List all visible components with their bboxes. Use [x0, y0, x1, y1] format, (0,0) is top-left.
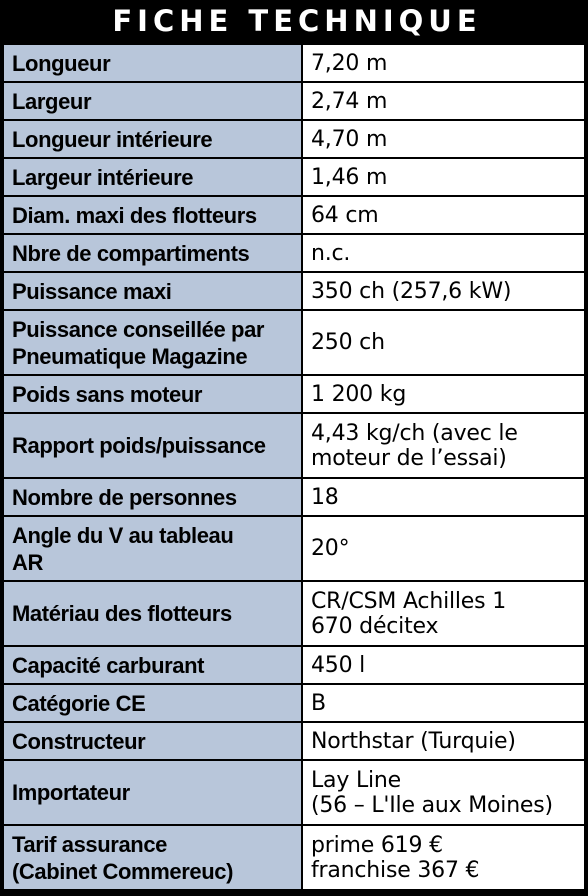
table-row	[3, 234, 585, 272]
row-label: Importateur	[3, 760, 302, 825]
table-row	[3, 581, 585, 646]
row-value: 2,74 m	[302, 82, 585, 120]
table-row	[3, 120, 585, 158]
table-row	[3, 413, 585, 478]
spec-table	[2, 43, 586, 891]
row-label: Catégorie CE	[3, 684, 302, 722]
row-label: Rapport poids/puissance	[3, 413, 302, 478]
row-value: prime 619 € franchise 367 €	[302, 825, 585, 890]
row-label: Nbre de compartiments	[3, 234, 302, 272]
row-label: Largeur intérieure	[3, 158, 302, 196]
table-row	[3, 44, 585, 82]
row-label: Longueur	[3, 44, 302, 82]
sheet-title: FICHE TECHNIQUE	[0, 0, 588, 42]
table-row	[3, 310, 585, 375]
row-value: 7,20 m	[302, 44, 585, 82]
table-row	[3, 158, 585, 196]
row-value: 450 l	[302, 646, 585, 684]
row-value: n.c.	[302, 234, 585, 272]
table-row	[3, 375, 585, 413]
row-value: 18	[302, 478, 585, 516]
table-row	[3, 516, 585, 581]
row-label: Tarif assurance (Cabinet Commereuc)	[3, 825, 302, 890]
row-value: Lay Line (56 – L'Ile aux Moines)	[302, 760, 585, 825]
row-value: CR/CSM Achilles 1 670 décitex	[302, 581, 585, 646]
row-label: Constructeur	[3, 722, 302, 760]
row-label: Longueur intérieure	[3, 120, 302, 158]
table-row	[3, 272, 585, 310]
table-row	[3, 760, 585, 825]
row-value: Northstar (Turquie)	[302, 722, 585, 760]
row-value: 1 200 kg	[302, 375, 585, 413]
row-value: 250 ch	[302, 310, 585, 375]
table-row	[3, 684, 585, 722]
row-value: B	[302, 684, 585, 722]
row-label: Diam. maxi des flotteurs	[3, 196, 302, 234]
row-label: Largeur	[3, 82, 302, 120]
row-label: Poids sans moteur	[3, 375, 302, 413]
row-label: Nombre de personnes	[3, 478, 302, 516]
row-value: 1,46 m	[302, 158, 585, 196]
row-value: 64 cm	[302, 196, 585, 234]
row-value: 4,43 kg/ch (avec le moteur de l’essai)	[302, 413, 585, 478]
row-label: Puissance conseillée par Pneumatique Magazine	[3, 310, 302, 375]
row-value: 20°	[302, 516, 585, 581]
table-row	[3, 196, 585, 234]
table-row	[3, 82, 585, 120]
row-label: Puissance maxi	[3, 272, 302, 310]
row-value: 350 ch (257,6 kW)	[302, 272, 585, 310]
table-row	[3, 722, 585, 760]
row-label: Capacité carburant	[3, 646, 302, 684]
row-label: Matériau des flotteurs	[3, 581, 302, 646]
table-row	[3, 646, 585, 684]
row-label: Angle du V au tableau AR	[3, 516, 302, 581]
table-row	[3, 825, 585, 890]
table-row	[3, 478, 585, 516]
row-value: 4,70 m	[302, 120, 585, 158]
